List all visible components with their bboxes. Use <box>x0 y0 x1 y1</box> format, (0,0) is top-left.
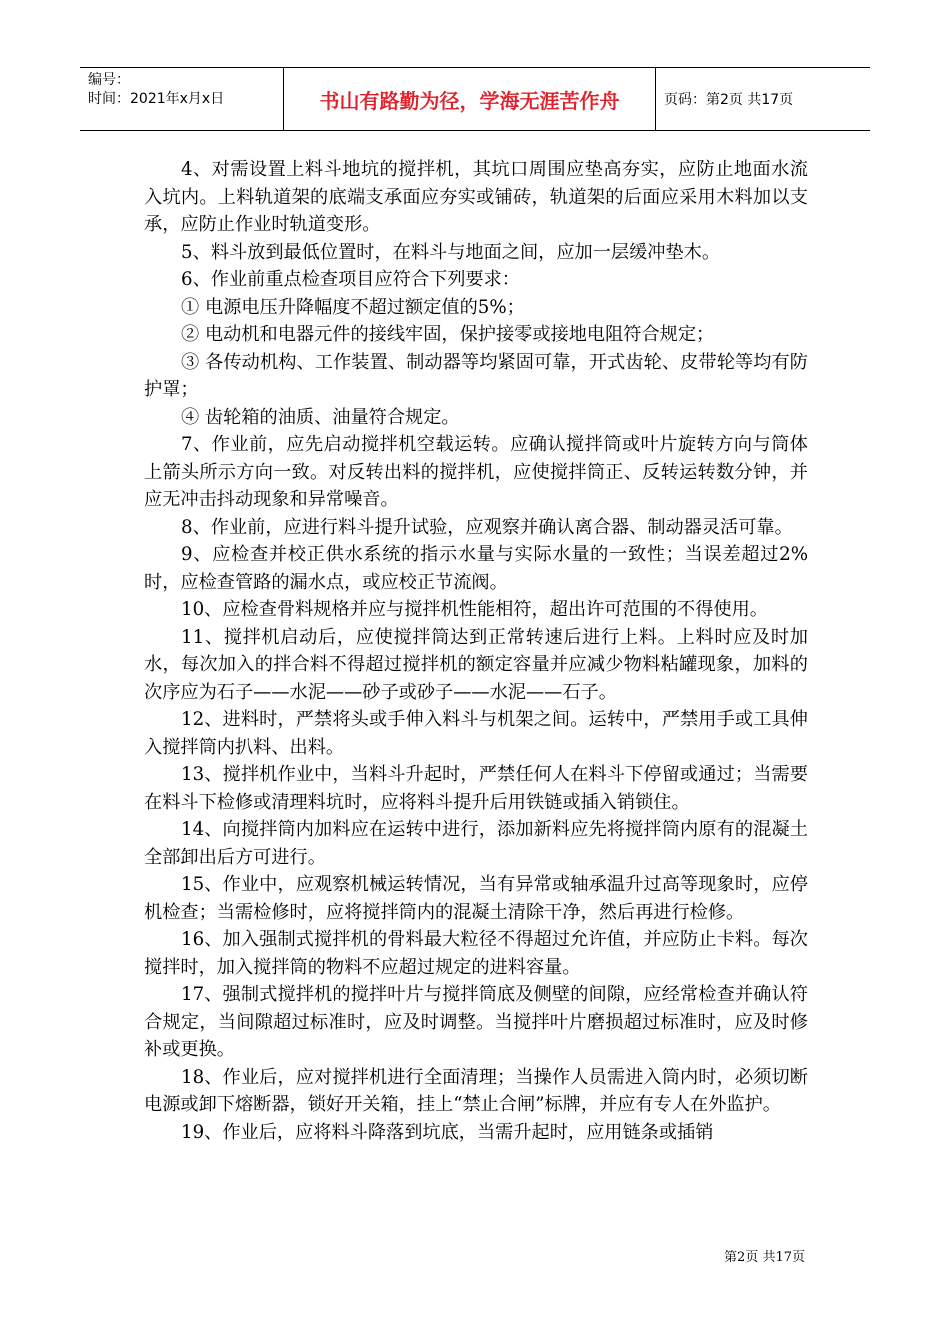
paragraph: 5、料斗放到最低位置时，在料斗与地面之间，应加一层缓冲垫木。 <box>181 241 721 263</box>
paragraph: 14、向搅拌筒内加料应在运转中进行，添加新料应先将搅拌筒内原有的混凝土全部卸出后方可进行。 <box>144 819 808 868</box>
paragraph: ① 电源电压升降幅度不超过额定值的5%； <box>181 296 525 318</box>
paragraph: 11、搅拌机启动后，应使搅拌筒达到正常转速后进行上料。上料时应及时加水，每次加入的拌合料不得超过搅拌机的额定容量并应减少物料粘罐现象，加料的次序应为石子——水泥——砂子或砂子——水泥——石子。 <box>144 626 808 703</box>
page-footer-number: 第2页 共17页 <box>724 1250 805 1265</box>
paragraph: 19、作业后，应将料斗降落到坑底，当需升起时，应用链条或插销 <box>181 1121 714 1143</box>
paragraph: 12、进料时，严禁将头或手伸入料斗与机架之间。运转中，严禁用手或工具伸入搅拌筒内扒料、出料。 <box>144 709 808 758</box>
paragraph: 13、搅拌机作业中，当料斗升起时，严禁任何人在料斗下停留或通过；当需要在料斗下检修或清理料坑时，应将料斗提升后用铁链或插入销锁住。 <box>144 764 808 813</box>
document-date-label: 时间：2021年x月x日 <box>88 91 225 107</box>
paragraph: 4、对需设置上料斗地坑的搅拌机，其坑口周围应垫高夯实，应防止地面水流入坑内。上料轨道架的底端支承面应夯实或铺砖，轨道架的后面应采用木料加以支承，应防止作业时轨道变形。 <box>144 159 808 235</box>
paragraph: 6、作业前重点检查项目应符合下列要求： <box>181 269 520 290</box>
paragraph: 16、加入强制式搅拌机的骨料最大粒径不得超过允许值，并应防止卡料。每次搅拌时，加入搅拌筒的物料不应超过规定的进料容量。 <box>144 929 808 978</box>
paragraph: 10、应检查骨料规格并应与搅拌机性能相符，超出许可范围的不得使用。 <box>181 599 768 620</box>
document-number-label: 编号： <box>88 72 130 88</box>
paragraph: 9、应检查并校正供水系统的指示水量与实际水量的一致性；当误差超过2%时，应检查管路的漏水点，或应校正节流阀。 <box>144 544 808 593</box>
header-motto: 书山有路勤为径，学海无涯苦作舟 <box>283 68 656 130</box>
paragraph: 15、作业中，应观察机械运转情况，当有异常或轴承温升过高等现象时，应停机检查；当需检修时，应将搅拌筒内的混凝土清除干净，然后再进行检修。 <box>144 874 808 923</box>
paragraph: ④ 齿轮箱的油质、油量符合规定。 <box>181 406 460 428</box>
paragraph: 7、作业前，应先启动搅拌机空载运转。应确认搅拌筒或叶片旋转方向与筒体上箭头所示方向一致。对反转出料的搅拌机，应使搅拌筒正、反转运转数分钟，并应无冲击抖动现象和异常噪音。 <box>144 434 808 510</box>
header-page-number: 页码：第2页 共17页 <box>664 92 794 108</box>
paragraph: ③ 各传动机构、工作装置、制动器等均紧固可靠，开式齿轮、皮带轮等均有防护罩； <box>144 351 808 400</box>
paragraph: ② 电动机和电器元件的接线牢固，保护接零或接地电阻符合规定； <box>181 324 715 345</box>
page-header <box>80 67 870 131</box>
paragraph: 18、作业后，应对搅拌机进行全面清理；当操作人员需进入筒内时，必须切断电源或卸下熔断器，锁好开关箱，挂上“禁止合闸”标牌，并应有专人在外监护。 <box>144 1066 808 1115</box>
paragraph: 17、强制式搅拌机的搅拌叶片与搅拌筒底及侧壁的间隙，应经常检查并确认符合规定，当间隙超过标准时，应及时调整。当搅拌叶片磨损超过标准时，应及时修补或更换。 <box>144 984 808 1060</box>
header-meta <box>80 68 283 130</box>
document-body <box>144 156 808 1146</box>
paragraph: 8、作业前，应进行料斗提升试验，应观察并确认离合器、制动器灵活可靠。 <box>181 516 793 538</box>
